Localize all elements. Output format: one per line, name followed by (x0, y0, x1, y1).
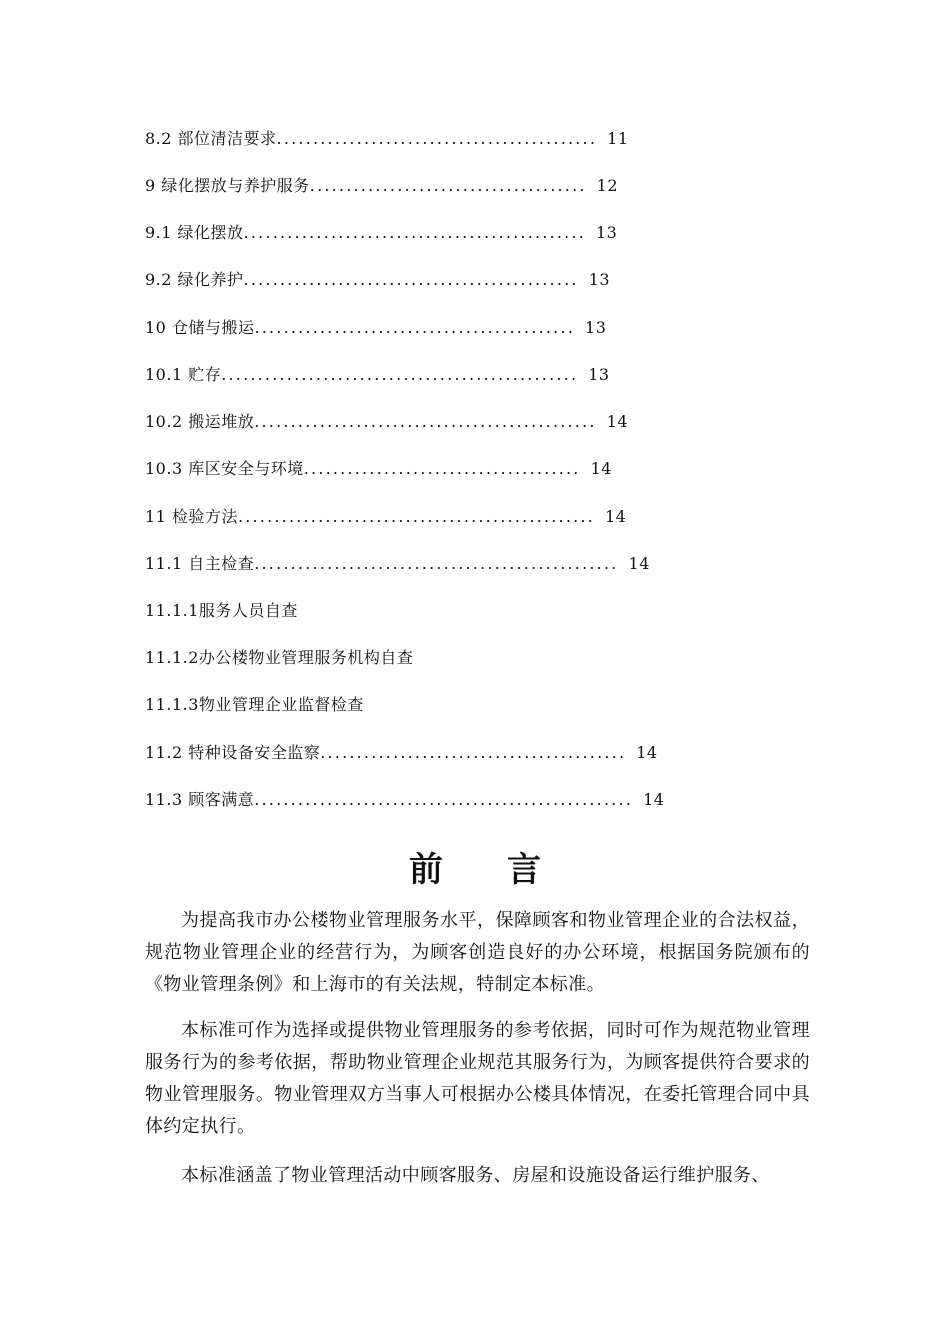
toc-page-number: 14 (643, 790, 665, 809)
toc-entry[interactable] (145, 601, 308, 621)
toc-entry-title: 10.3 库区安全与环境 (145, 459, 304, 478)
toc-page-number: 11 (607, 129, 629, 148)
toc-page-number: 13 (588, 365, 610, 384)
toc-entry-title: 9.1 绿化摆放 (145, 223, 244, 242)
toc-entry[interactable] (145, 176, 618, 196)
toc-entry-title: 11.3 顾客满意 (145, 790, 255, 809)
toc-leader-dots: ............................................ (276, 129, 598, 148)
toc-page-number: 14 (604, 507, 627, 526)
toc-entry[interactable] (145, 554, 650, 574)
toc-entry-title: 8.2 部位清洁要求 (145, 129, 277, 148)
toc-entry-title: 11.1 自主检查 (145, 554, 255, 573)
toc-entry-title: 11.1.2办公楼物业管理服务机构自查 (145, 648, 414, 667)
toc-entry-title: 9 绿化摆放与养护服务 (145, 176, 310, 195)
toc-entry[interactable] (145, 507, 626, 527)
toc-entry-title: 11.1.1服务人员自查 (145, 601, 298, 620)
toc-entry[interactable] (145, 129, 629, 149)
preface-paragraph: 为提高我市办公楼物业管理服务水平，保障顾客和物业管理企业的合法权益，规范物业管理企业的经营行为，为顾客创造良好的办公环境，根据国务院颁布的《物业管理条例》和上海市的有关法规，特制定本标准。 (145, 910, 810, 995)
toc-page-number: 12 (596, 176, 619, 195)
toc-entry-title: 11.2 特种设备安全监察 (145, 743, 321, 762)
preface-paragraph: 本标准涵盖了物业管理活动中顾客服务、房屋和设施设备运行维护服务、 (181, 1165, 770, 1186)
toc-entry-title: 9.2 绿化养护 (145, 270, 244, 289)
toc-leader-dots: ............................................... (254, 412, 597, 431)
toc-leader-dots: ............................................ (254, 318, 576, 337)
toc-leader-dots: .................................................. (254, 554, 619, 573)
toc-entry-title: 10 仓储与搬运 (145, 318, 255, 337)
toc-leader-dots: .......................................... (320, 743, 627, 762)
toc-entry[interactable] (145, 223, 617, 243)
toc-page-number: 14 (636, 743, 658, 762)
toc-entry[interactable] (145, 365, 610, 385)
preface-heading: 前言 (409, 850, 605, 890)
toc-page-number: 14 (606, 412, 629, 431)
preface-paragraph: 本标准可作为选择或提供物业管理服务的参考依据，同时可作为规范物业管理服务行为的参考依据，帮助物业管理企业规范其服务行为，为顾客提供符合要求的物业管理服务。物业管理双方当事人可根据办公楼具体情况，在委托管理合同中具体约定执行。 (145, 1020, 810, 1137)
toc-page-number: 13 (585, 318, 607, 337)
toc-entry[interactable] (145, 695, 374, 715)
toc-entry[interactable] (145, 790, 664, 810)
toc-leader-dots: ............................................... (243, 223, 586, 242)
toc-entry[interactable] (145, 270, 610, 290)
toc-entry[interactable] (145, 743, 658, 763)
toc-page-number: 13 (588, 270, 611, 289)
toc-leader-dots: ...................................... (303, 459, 581, 478)
toc-entry-title: 10.1 贮存 (145, 365, 222, 384)
toc-entry[interactable] (145, 459, 612, 479)
toc-leader-dots: .................................................... (254, 790, 634, 809)
toc-leader-dots: ...................................... (309, 176, 587, 195)
toc-entry-title: 10.2 搬运堆放 (145, 412, 255, 431)
toc-page-number: 14 (590, 459, 612, 478)
toc-entry-title: 11 检验方法 (145, 507, 238, 526)
toc-entry[interactable] (145, 648, 423, 668)
toc-leader-dots: ................................................. (237, 507, 595, 526)
toc-leader-dots: .............................................. (243, 270, 579, 289)
toc-entry[interactable] (145, 412, 628, 432)
toc-entry[interactable] (145, 318, 606, 338)
toc-leader-dots: ................................................. (221, 365, 579, 384)
toc-entry-title: 11.1.3物业管理企业监督检查 (145, 695, 364, 714)
toc-page-number: 13 (596, 223, 618, 242)
toc-page-number: 14 (628, 554, 650, 573)
